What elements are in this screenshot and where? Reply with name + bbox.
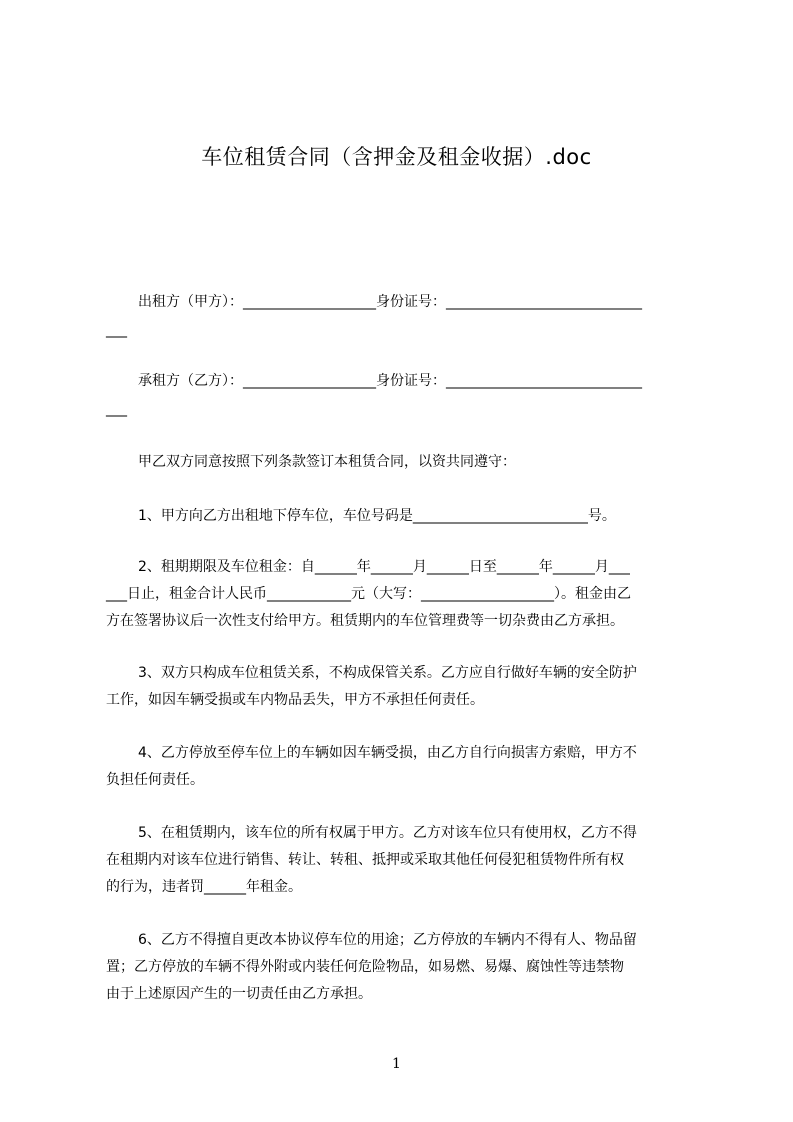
clause-4-line-1: 4、乙方停放至停车位上的车辆如因车辆受损，由乙方自行向损害方索赔，甲方不 — [138, 745, 637, 761]
preamble: 甲乙双方同意按照下列条款签订本租赁合同，以资共同遵守： — [138, 454, 516, 470]
page-number: 1 — [392, 1056, 401, 1072]
clause-6-line-3: 由于上述原因产生的一切责任由乙方承担。 — [106, 986, 372, 1002]
clause-4-line-2: 负担任何责任。 — [106, 772, 204, 788]
clause-3-line-1: 3、双方只构成车位租赁关系，不构成保管关系。乙方应自行做好车辆的安全防护 — [138, 665, 637, 681]
clause-6-line-2: 置；乙方停放的车辆不得外附或内装任何危险物品，如易燃、易爆、腐蚀性等违禁物 — [106, 959, 624, 975]
document-title: 车位租赁合同（含押金及租金收据）.doc — [201, 145, 592, 169]
clause-5-line-2: 在租期内对该车位进行销售、转让、转租、抵押或采取其他任何侵犯租赁物件所有权 — [106, 852, 624, 868]
party-a-line: 出租方（甲方）：___________________身份证号：____________________________ — [138, 294, 642, 310]
clause-6-line-1: 6、乙方不得擅自更改本协议停车位的用途；乙方停放的车辆内不得有人、物品留 — [138, 932, 637, 948]
clause-5-line-3: 的行为，违者罚______年租金。 — [106, 879, 302, 895]
clause-2-line-1: 2、租期期限及车位租金：自______年______月______日至______年______月___ — [138, 559, 630, 575]
clause-3-line-2: 工作，如因车辆受损或车内物品丢失，甲方不承担任何责任。 — [106, 692, 484, 708]
clause-2-line-3: 方在签署协议后一次性支付给甲方。租赁期内的车位管理费等一切杂费由乙方承担。 — [106, 613, 624, 629]
party-a-line-continued: ___ — [106, 322, 127, 338]
clause-1-line-1: 1、甲方向乙方出租地下停车位，车位号码是_________________________号。 — [138, 508, 616, 524]
party-b-line-continued: ___ — [106, 401, 127, 417]
clause-2-line-2: ___日止，租金合计人民币____________元（大写：___________________）。租金由乙 — [106, 586, 631, 602]
party-b-line: 承租方（乙方）：___________________身份证号：____________________________ — [138, 373, 642, 389]
clause-5-line-1: 5、在租赁期内，该车位的所有权属于甲方。乙方对该车位只有使用权，乙方不得 — [138, 825, 637, 841]
